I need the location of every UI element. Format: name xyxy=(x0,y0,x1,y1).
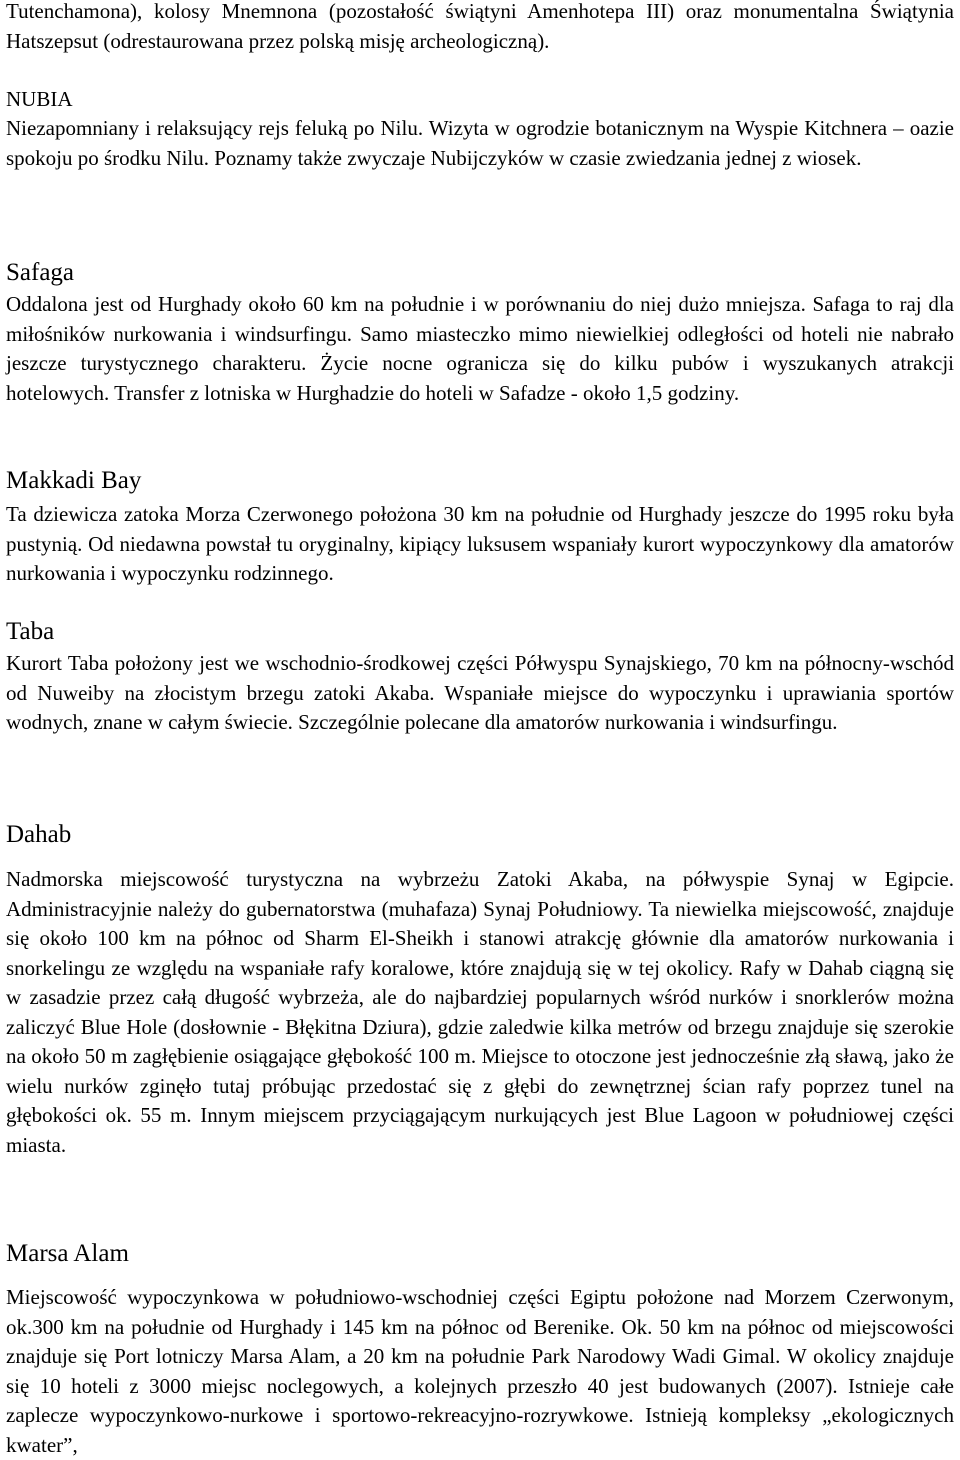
safaga-paragraph: Oddalona jest od Hurghady około 60 km na południe i w porównaniu do niej dużo mniejsza. Safaga to raj dla miłośników nurkowania i windsurfingu. Samo miasteczko mimo niewielkiej odległości od hoteli nie nabrało jeszcze turystycznego charakteru. Życie nocne ogranicza się do kilku pubów i wyszukanych atrakcji hotelowych. Transfer z lotniska w Hurghadzie do hoteli w Safadze - około 1,5 godziny. xyxy=(6,292,954,405)
safaga-heading: Safaga xyxy=(6,259,75,286)
dahab-heading: Dahab xyxy=(6,821,72,848)
nubia-paragraph: Niezapomniany i relaksujący rejs feluką po Nilu. Wizyta w ogrodzie botanicznym na Wyspie Kitchnera – oazie spokoju po środku Nilu. Poznamy także zwyczaje Nubijczyków w czasie zwiedzania jednej z wiosek. xyxy=(6,116,954,170)
marsa-alam-heading: Marsa Alam xyxy=(6,1240,129,1267)
taba-paragraph: Kurort Taba położony jest we wschodnio-środkowej części Półwyspu Synajskiego, 70 km na północny-wschód od Nuweiby na złocistym brzegu zatoki Akaba. Wspaniałe miejsce do wypoczynku i uprawiania sportów wodnych, znane w całym świecie. Szczególnie polecane dla amatorów nurkowania i windsurfingu. xyxy=(6,651,954,734)
makkadi-heading: Makkadi Bay xyxy=(6,467,142,494)
marsa-alam-paragraph: Miejscowość wypoczynkowa w południowo-wschodniej części Egiptu położone nad Morzem Czerwonym, ok.300 km na południe od Hurghady i 145 km na północ od Berenike. Ok. 50 km na północ od miejscowości znajduje się Port lotniczy Marsa Alam, a 20 km na południe Park Narodowy Wadi Gimal. W okolicy znajduje się 10 hoteli z 3000 miejsc noclegowych, a kolejnych przeszło 40 jest budowanych (2007). Istnieje całe zaplecze wypoczynkowo-nurkowe i sportowo-rekreacyjno-rozrywkowe. Istnieją kompleksy „ekologicznych kwater”, xyxy=(6,1285,954,1457)
makkadi-paragraph: Ta dziewicza zatoka Morza Czerwonego położona 30 km na południe od Hurghady jeszcze do 1995 roku była pustynią. Od niedawna powstał tu oryginalny, kipiący luksusem wspaniały kurort wypoczynkowy dla amatorów nurkowania i wypoczynku rodzinnego. xyxy=(6,502,954,585)
dahab-paragraph: Nadmorska miejscowość turystyczna na wybrzeżu Zatoki Akaba, na półwyspie Synaj w Egipcie. Administracyjnie należy do gubernatorstwa (muhafaza) Synaj Południowy. Ta niewielka miejscowość, znajduje się około 100 km na północ od Sharm El-Sheikh i stanowi atrakcję głównie dla amatorów nurkowania i snorkelingu ze względu na wspaniałe rafy koralowe, które znajdują się w tej okolicy. Rafy w Dahab ciągną się w zasadzie przez całą długość wybrzeża, ale do najbardziej popularnych wśród nurków i snorklerów można zaliczyć Blue Hole (dosłownie - Błękitna Dziura), gdzie zaledwie kilka metrów od brzegu znajduje się szerokie na około 50 m zagłębienie osiągające głębokość 100 m. Miejsce to otoczone jest jednocześnie złą sławą, jako że wielu nurków zginęło tutaj próbując przedostać się z głębi do zewnętrznej ścian rafy poprzez tunel na głębokości ok. 55 m. Innym miejscem przyciągającym nurkujących jest Blue Lagoon w południowej części miasta. xyxy=(6,867,954,1157)
taba-heading: Taba xyxy=(6,618,55,645)
nubia-heading: NUBIA xyxy=(6,87,73,111)
intro-paragraph: Tutenchamona), kolosy Mnemnona (pozostałość świątyni Amenhotepa III) oraz monumentalna Świątynia Hatszepsut (odrestaurowana przez polską misję archeologiczną). xyxy=(6,0,954,53)
